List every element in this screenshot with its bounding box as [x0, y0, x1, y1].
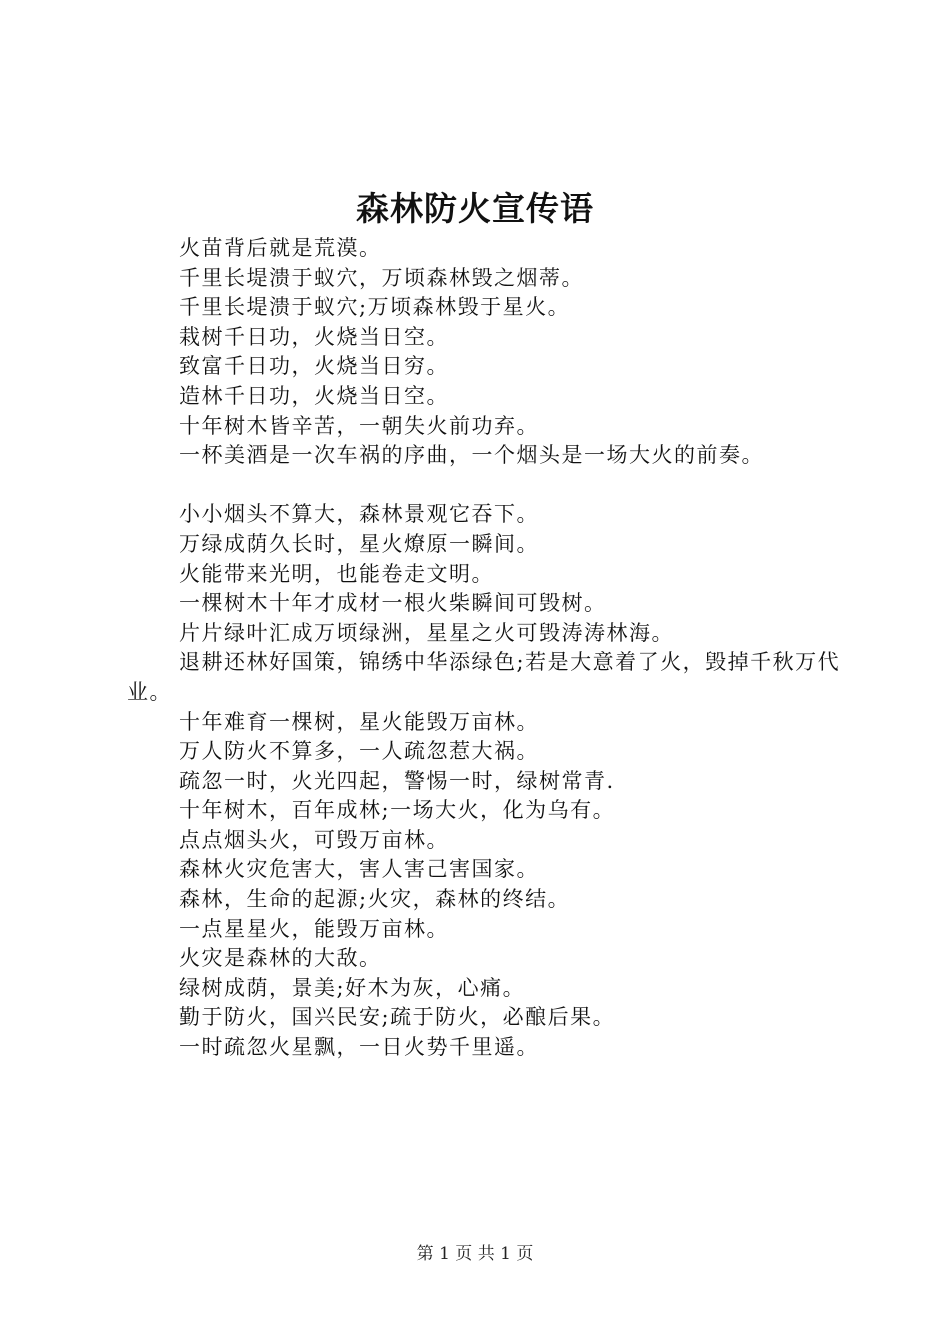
slogan-line: 千里长堤溃于蚁穴;万顷森林毁于星火。 [179, 295, 571, 320]
slogan-line: 火灾是森林的大敌。 [179, 946, 382, 971]
slogan-line: 森林火灾危害大，害人害己害国家。 [179, 857, 539, 882]
slogan-line: 万人防火不算多，一人疏忽惹大祸。 [179, 739, 539, 764]
slogan-line: 致富千日功，火烧当日穷。 [179, 354, 449, 379]
slogan-line: 小小烟头不算大，森林景观它吞下。 [179, 502, 539, 527]
slogan-line: 森林，生命的起源;火灾，森林的终结。 [179, 887, 571, 912]
slogan-line: 十年难育一棵树，星火能毁万亩林。 [179, 709, 539, 734]
slogan-line: 万绿成荫久长时，星火燎原一瞬间。 [179, 531, 539, 556]
slogan-line: 退耕还林好国策，锦绣中华添绿色;若是大意着了火，毁掉千秋万代业。 [127, 650, 841, 704]
slogan-line: 火能带来光明，也能卷走文明。 [179, 561, 494, 586]
slogan-line: 十年树木皆辛苦，一朝失火前功弃。 [179, 413, 539, 438]
slogan-line: 点点烟头火，可毁万亩林。 [179, 827, 449, 852]
slogan-line: 造林千日功，火烧当日空。 [179, 383, 449, 408]
slogan-line: 绿树成荫，景美;好木为灰，心痛。 [179, 975, 526, 1000]
slogan-line: 一杯美酒是一次车祸的序曲，一个烟头是一场大火的前奏。 [179, 443, 764, 468]
slogan-line: 一点星星火，能毁万亩林。 [179, 916, 449, 941]
slogan-line: 栽树千日功，火烧当日空。 [179, 324, 449, 349]
slogan-line: 片片绿叶汇成万顷绿洲，星星之火可毁涛涛林海。 [179, 620, 674, 645]
document-body [127, 234, 867, 1063]
page-title: 森林防火宣传语 [356, 189, 594, 228]
page-footer: 第 1 页 共 1 页 [416, 1244, 534, 1264]
slogan-line: 千里长堤溃于蚁穴，万顷森林毁之烟蒂。 [179, 265, 584, 290]
slogan-line: 一时疏忽火星飘，一日火势千里遥。 [179, 1035, 539, 1060]
slogan-line: 火苗背后就是荒漠。 [179, 236, 382, 260]
slogan-line: 疏忽一时，火光四起，警惕一时，绿树常青. [179, 768, 615, 793]
slogan-line: 勤于防火，国兴民安;疏于防火，必酿后果。 [179, 1005, 616, 1030]
slogan-line: 十年树木，百年成林;一场大火，化为乌有。 [179, 798, 616, 823]
slogan-line: 一棵树木十年才成材一根火柴瞬间可毁树。 [179, 591, 607, 616]
paragraph-gap [127, 471, 867, 501]
